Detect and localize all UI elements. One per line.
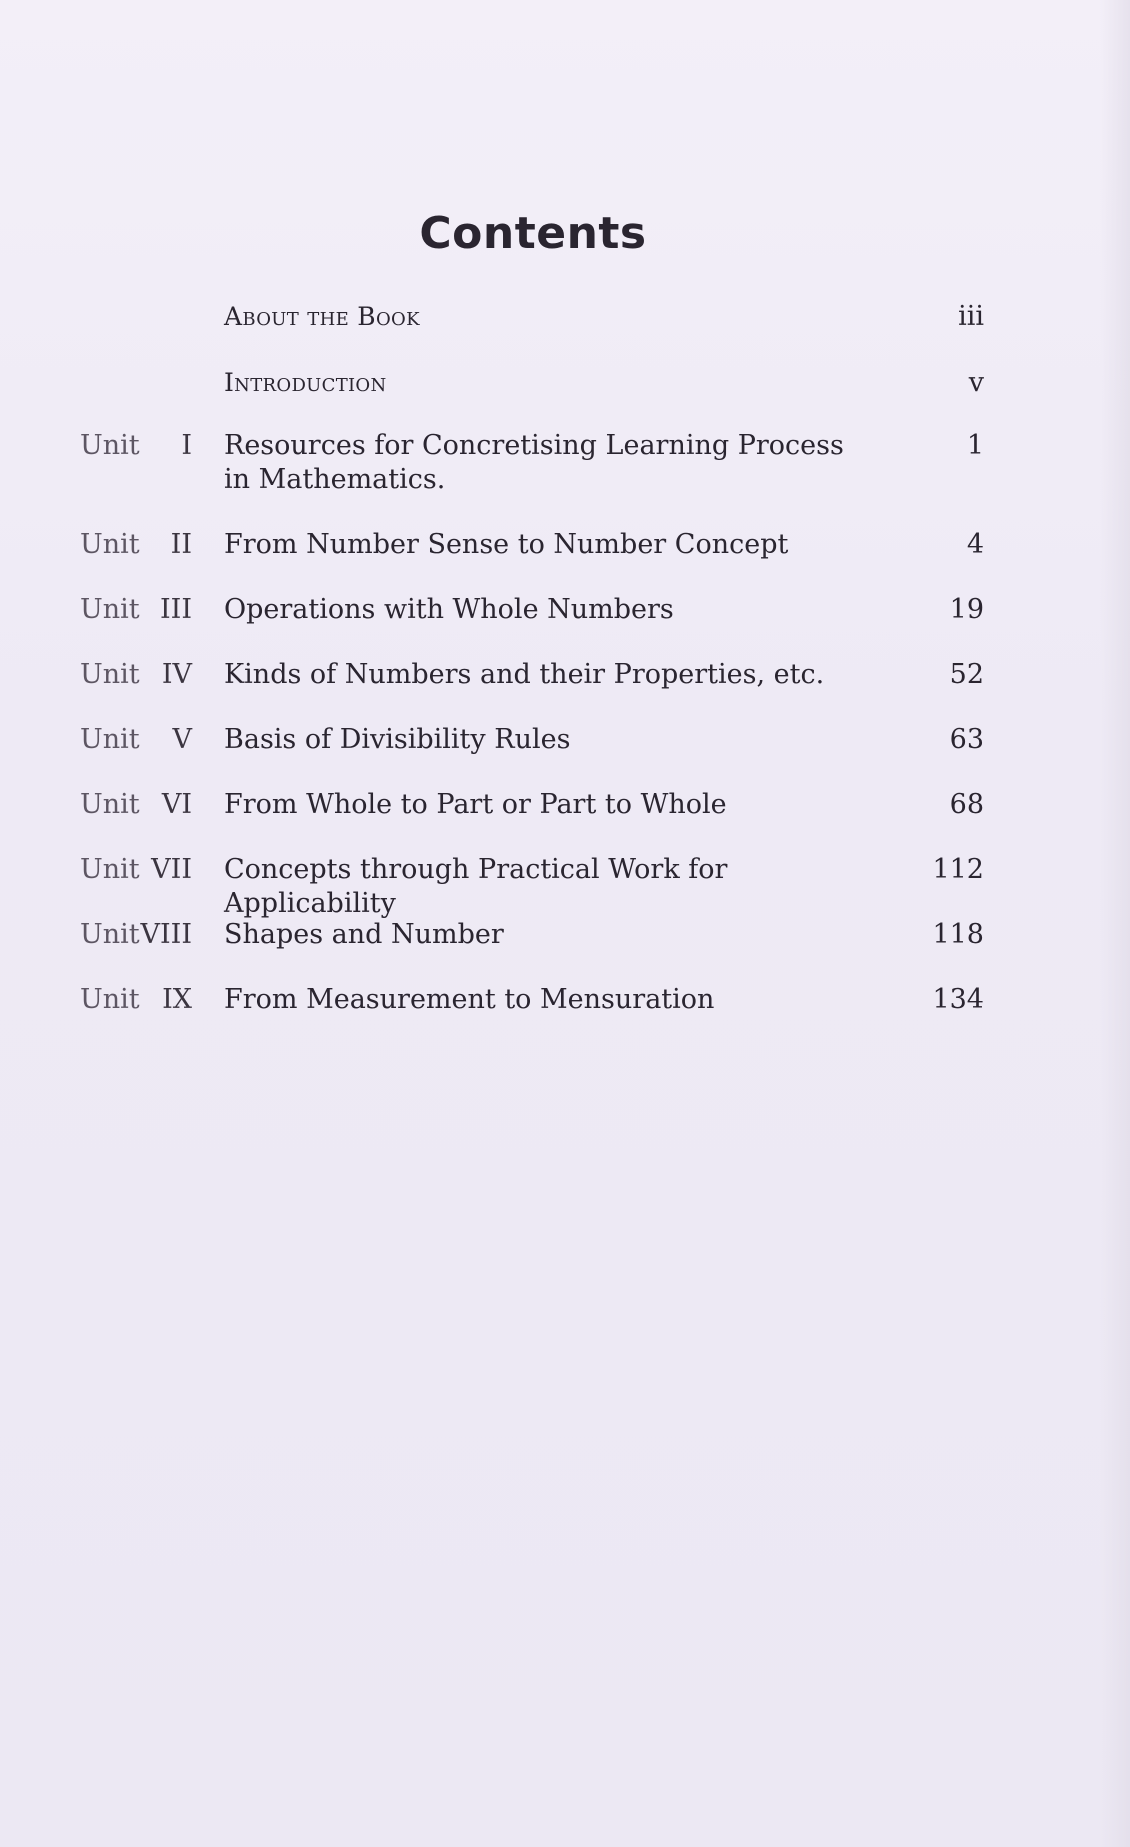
entry-page-number: iii	[958, 301, 984, 332]
unit-label: Unit	[80, 594, 140, 625]
entry-page-number: v	[968, 367, 984, 398]
entry-page-number: 63	[949, 724, 984, 755]
entry-title: Kinds of Numbers and their Properties, etc.	[224, 659, 825, 690]
unit-label: Unit	[80, 919, 140, 950]
page-edge-shadow	[1100, 0, 1130, 1847]
entry-title: Resources for Concretising Learning Process in Mathematics.	[224, 430, 844, 495]
entry-title: About the Book	[224, 302, 420, 331]
entry-title: Basis of Divisibility Rules	[224, 724, 571, 755]
entry-title: Shapes and Number	[224, 919, 504, 950]
entry-page-number: 1	[966, 430, 984, 461]
entry-page-number: 52	[949, 659, 984, 690]
unit-numeral: VI	[161, 789, 192, 820]
entry-title: From Number Sense to Number Concept	[224, 529, 789, 560]
unit-label: Unit	[80, 659, 140, 690]
unit-numeral: V	[172, 724, 192, 755]
entry-title: Introduction	[224, 368, 387, 397]
entry-page-number: 112	[932, 854, 984, 885]
unit-label: Unit	[80, 789, 140, 820]
unit-numeral: VIII	[140, 919, 192, 950]
unit-label: Unit	[80, 984, 140, 1015]
unit-numeral: IX	[162, 984, 192, 1015]
entry-title: From Measurement to Mensuration	[224, 984, 715, 1015]
unit-numeral: IV	[161, 659, 192, 690]
entry-page-number: 118	[932, 919, 984, 950]
entry-title: Concepts through Practical Work for Applicability	[224, 854, 728, 919]
unit-numeral: II	[170, 529, 192, 560]
page-title: Contents	[419, 208, 647, 259]
entry-page-number: 68	[949, 789, 984, 820]
unit-numeral: III	[160, 594, 192, 625]
unit-label: Unit	[80, 430, 140, 461]
entry-title: Operations with Whole Numbers	[224, 594, 674, 625]
unit-label: Unit	[80, 724, 140, 755]
unit-numeral: VII	[151, 854, 192, 885]
unit-label: Unit	[80, 529, 140, 560]
unit-numeral: I	[181, 430, 192, 461]
unit-label: Unit	[80, 854, 140, 885]
entry-page-number: 134	[932, 984, 984, 1015]
entry-page-number: 19	[949, 594, 984, 625]
entry-title: From Whole to Part or Part to Whole	[224, 789, 727, 820]
entry-page-number: 4	[966, 529, 984, 560]
